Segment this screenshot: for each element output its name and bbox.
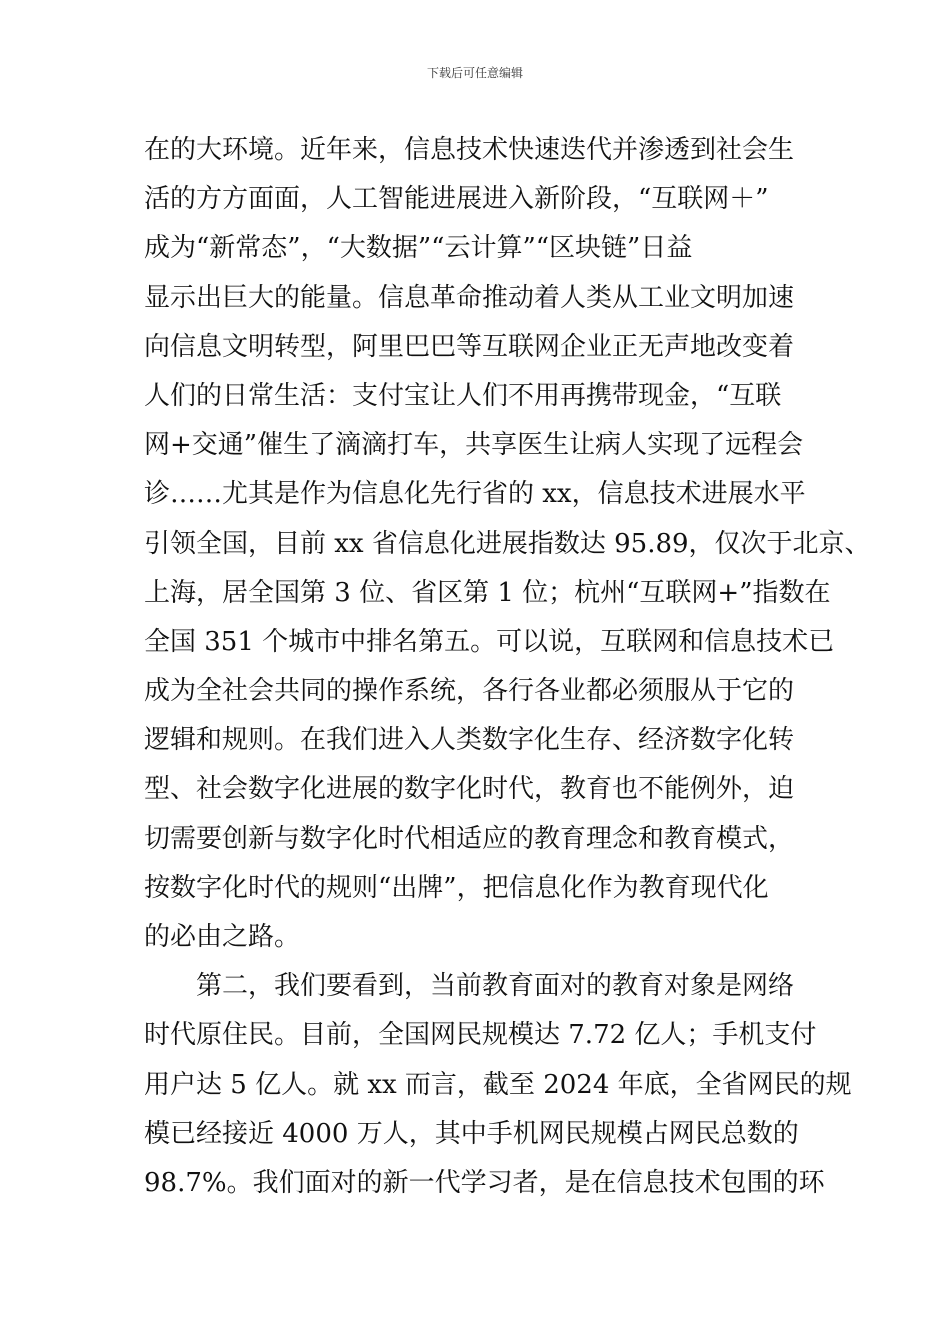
page-header: 下载后可任意编辑 (426, 66, 523, 80)
text-line: 98.7%。我们面对的新一代学习者，是在信息技术包围的环 (144, 1167, 825, 1198)
text-line: 时代原住民。目前，全国网民规模达 7.72 亿人；手机支付 (144, 1020, 817, 1051)
text-line: 切需要创新与数字化时代相适应的教育理念和教育模式， (144, 823, 795, 854)
text-line: 活的方方面面，人工智能进展进入新阶段，“互联网＋” (144, 184, 769, 215)
text-line: 的必由之路。 (144, 922, 301, 952)
text-line: 人们的日常生活：支付宝让人们不用再携带现金，“互联 (144, 380, 782, 411)
text-line: 逻辑和规则。在我们进入人类数字化生存、经济数字化转 (144, 725, 795, 756)
text-line: 按数字化时代的规则“出牌”，把信息化作为教育现代化 (144, 872, 769, 903)
text-line: 网+交通”催生了滴滴打车，共享医生让病人实现了远程会 (144, 430, 804, 461)
text-line: 用户达 5 亿人。就 xx 而言，截至 2024 年底，全省网民的规 (144, 1069, 852, 1100)
text-line: 第二，我们要看到，当前教育面对的教育对象是网络 (196, 971, 795, 1002)
text-line: 显示出巨大的能量。信息革命推动着人类从工业文明加速 (144, 282, 795, 313)
paragraph (144, 126, 871, 962)
text-line: 全国 351 个城市中排名第五。可以说，互联网和信息技术已 (144, 626, 835, 657)
document-body (144, 126, 871, 1208)
text-line: 模已经接近 4000 万人，其中手机网民规模占网民总数的 (144, 1118, 799, 1149)
paragraph (144, 962, 852, 1208)
text-line: 成为“新常态”，“大数据”“云计算”“区块链”日益 (144, 233, 693, 264)
text-line: 诊……尤其是作为信息化先行省的 xx，信息技术进展水平 (144, 479, 806, 510)
text-line: 在的大环境。近年来，信息技术快速迭代并渗透到社会生 (144, 135, 795, 165)
text-line: 向信息文明转型，阿里巴巴等互联网企业正无声地改变着 (144, 331, 795, 362)
text-line: 型、社会数字化进展的数字化时代，教育也不能例外，迫 (144, 774, 795, 805)
text-line: 引领全国，目前 xx 省信息化进展指数达 95.89，仅次于北京、 (144, 528, 871, 559)
text-line: 上海，居全国第 3 位、省区第 1 位；杭州“互联网+”指数在 (144, 577, 831, 608)
text-line: 成为全社会共同的操作系统，各行各业都必须服从于它的 (144, 676, 795, 707)
